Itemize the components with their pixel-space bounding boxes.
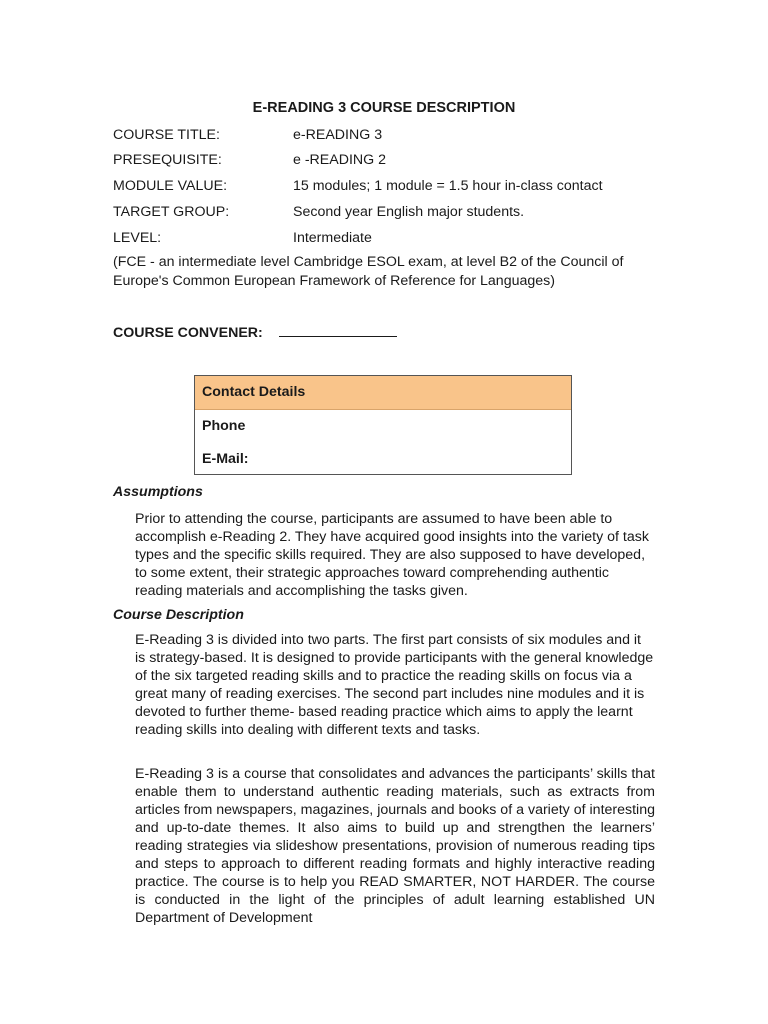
field-module-value [113, 176, 673, 196]
document-title: E-READING 3 COURSE DESCRIPTION [252, 100, 516, 116]
course-description-heading: Course Description [113, 607, 244, 623]
field-label: COURSE TITLE: [113, 127, 220, 143]
contact-details-table [194, 375, 572, 475]
course-convener [113, 322, 397, 343]
field-label: PRESEQUISITE: [113, 152, 222, 168]
contact-details-header: Contact Details [195, 376, 571, 410]
field-label: MODULE VALUE: [113, 178, 228, 194]
contact-phone-row: Phone [202, 418, 246, 434]
field-value: Second year English major students. [293, 204, 525, 220]
field-value: Intermediate [293, 230, 372, 246]
field-level [113, 228, 673, 248]
field-label: LEVEL: [113, 230, 162, 246]
field-label: TARGET GROUP: [113, 204, 230, 220]
assumptions-paragraph: Prior to attending the course, participants are assumed to have been able to accomplish e-Reading 2. They have acquired good insights into the variety of task types and the specific skills required. They are also supposed to have developed, to some extent, their strategic approaches toward comprehending authentic reading materials and accomplishing the tasks given. [135, 511, 649, 599]
field-value: e -READING 2 [293, 152, 387, 168]
field-value: e-READING 3 [293, 127, 383, 143]
course-description-paragraph-1: E-Reading 3 is divided into two parts. The first part consists of six modules and it is strategy-based. It is designed to provide participants with the general knowledge of the six targeted reading skills and to practice the reading skills on focus via a great many of reading exercises. The second part includes nine modules and it is devoted to further theme- based reading practice which aims to apply the learnt reading skills into dealing with different texts and tasks. [135, 632, 654, 738]
fce-note: (FCE - an intermediate level Cambridge ESOL exam, at level B2 of the Council of Europe's Common European Framework of Reference for Languages) [113, 254, 624, 289]
field-prerequisite [113, 150, 673, 170]
course-description-paragraph-2: E-Reading 3 is a course that consolidates and advances the participants’ skills that enable them to understand authentic reading materials, such as extracts from articles from newspapers, magazines, journals and books of a variety of interesting and up-to-date themes. It also aims to build up and strengthen the learners’ reading strategies via slideshow presentations, provision of numerous reading tips and steps to approach to different reading formats and highly interactive reading practice. The course is to help you READ SMARTER, NOT HARDER. The course is conducted in the light of the principles of adult learning established UN Department of Development [135, 766, 655, 926]
convener-blank-line [279, 322, 397, 337]
field-value: 15 modules; 1 module = 1.5 hour in-class contact [293, 178, 603, 194]
assumptions-heading: Assumptions [113, 484, 203, 500]
field-target-group [113, 202, 673, 222]
convener-label: COURSE CONVENER: [113, 325, 263, 341]
field-course-title [113, 125, 673, 145]
contact-email-row: E-Mail: [202, 451, 249, 467]
